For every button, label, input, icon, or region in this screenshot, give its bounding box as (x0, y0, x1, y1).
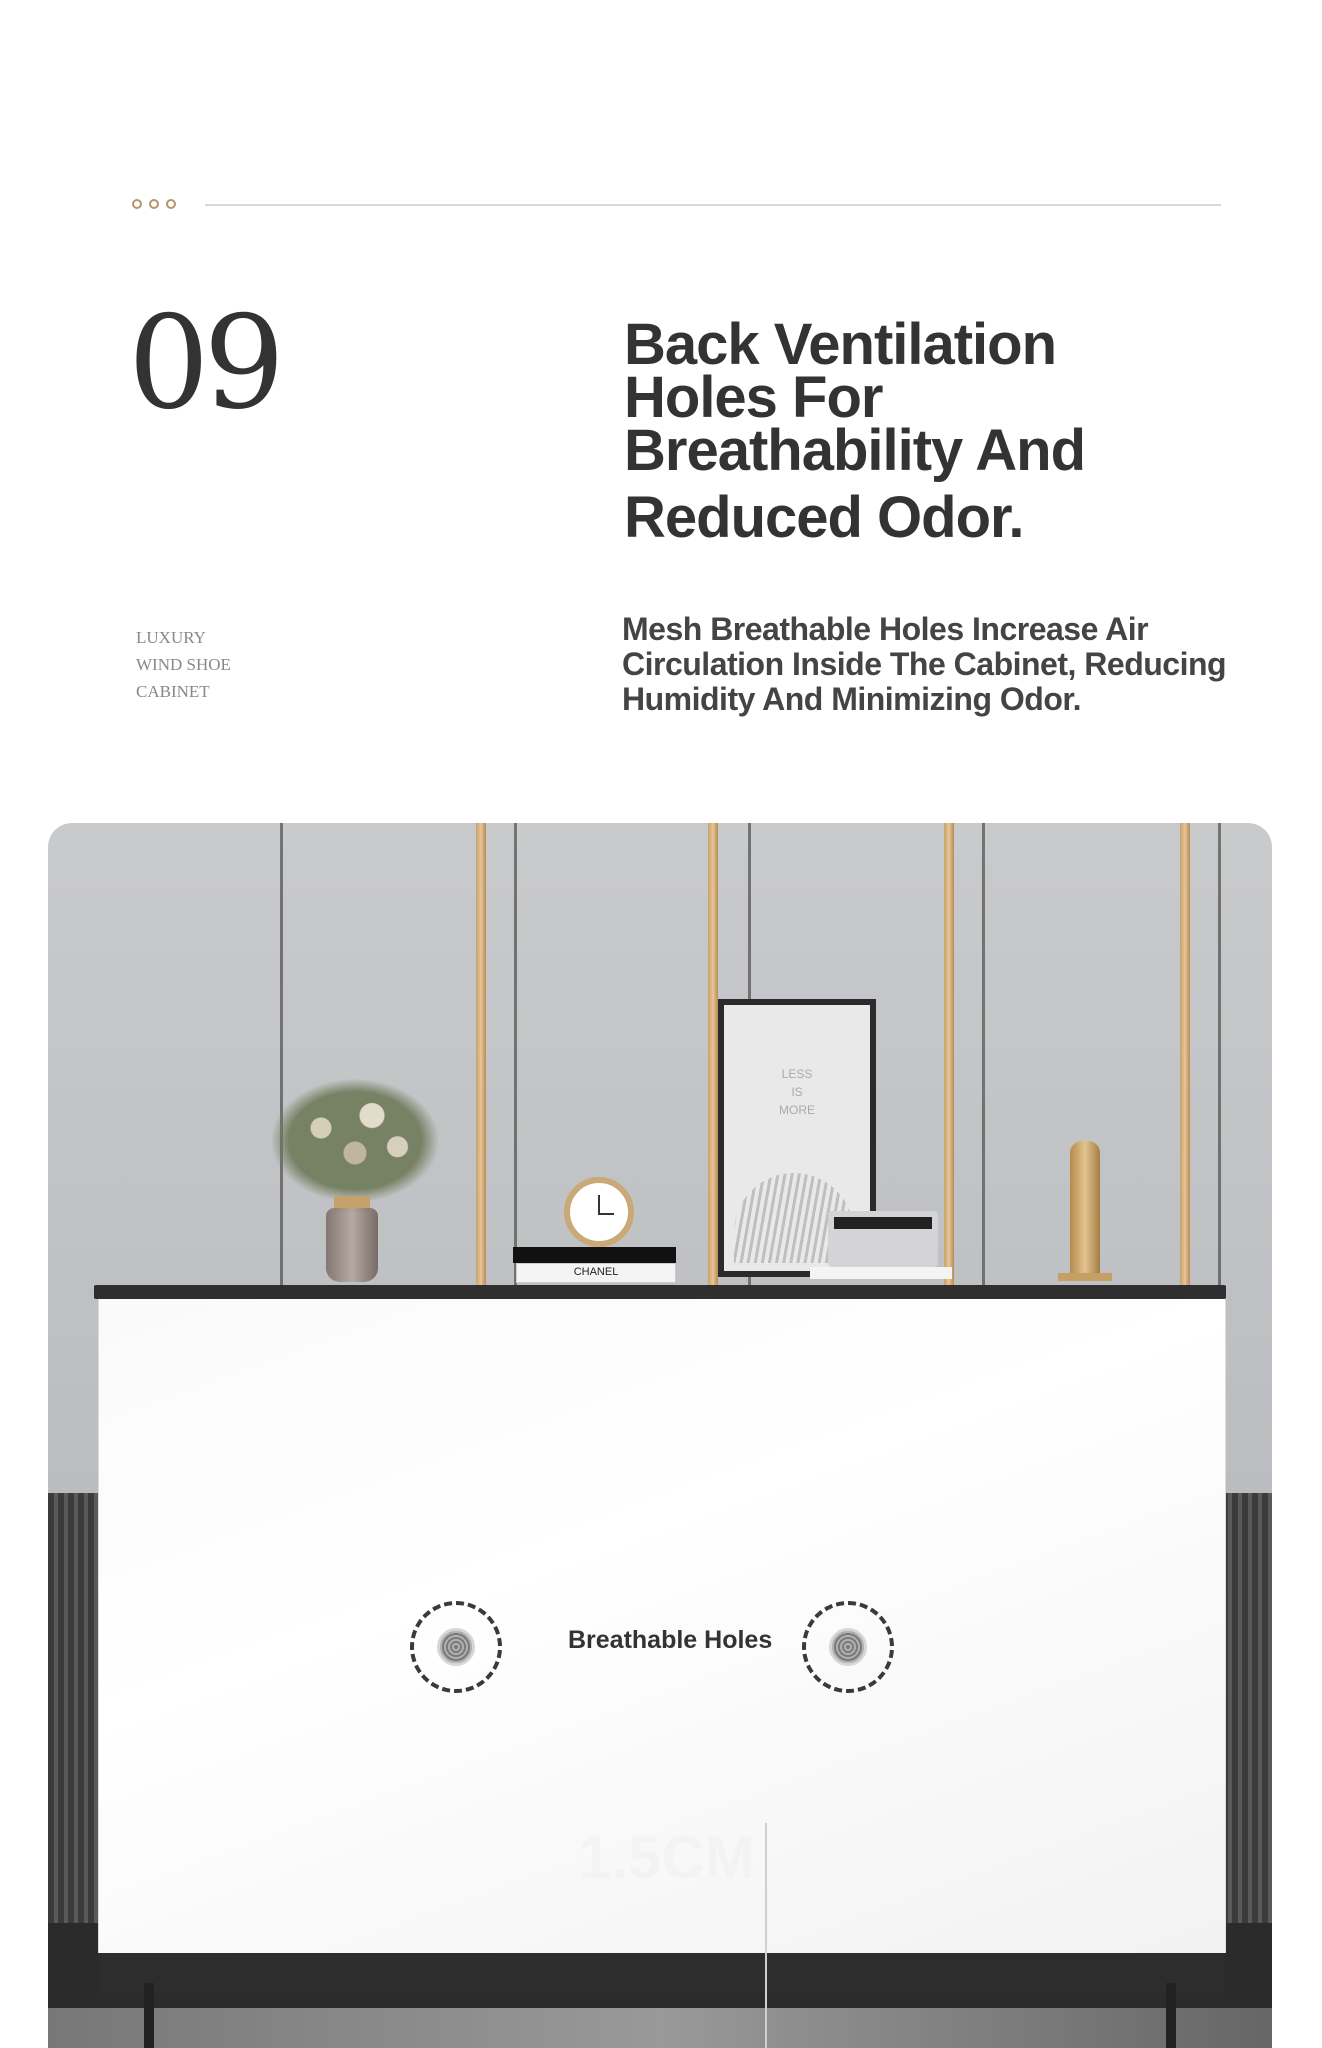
headline-line-2: Holes For (624, 365, 883, 430)
left-slat-panel (48, 1493, 98, 1973)
feature-headline (624, 312, 1244, 550)
feature-description (622, 612, 1282, 717)
section-number: 09 (128, 289, 279, 438)
side-tag-line-3: CABINET (136, 682, 210, 701)
frame-text-line-1: LESS (781, 1067, 813, 1081)
side-tag-line-2: WIND SHOE (136, 655, 231, 674)
description-line-3: Humidity And Minimizing Odor. (622, 681, 1081, 717)
frame-text-line-3: MORE (779, 1103, 815, 1117)
radio-display (834, 1217, 932, 1229)
dimension-watermark: 1.5CM (578, 1824, 755, 1891)
breathable-hole-right (802, 1601, 894, 1693)
cabinet-door-split (765, 1823, 767, 2048)
cabinet-leg (144, 1983, 154, 2048)
book-chanel: CHANEL (516, 1263, 676, 1283)
book-top (513, 1247, 676, 1263)
breathable-holes-label: Breathable Holes (568, 1626, 773, 1654)
cabinet-plinth (98, 1953, 1224, 1993)
frame-text-line-2: IS (791, 1085, 803, 1099)
frame-text (724, 1065, 870, 1119)
floor (48, 2008, 1272, 2048)
dot-2 (149, 199, 159, 209)
decorative-dots (132, 199, 176, 209)
header-divider (205, 204, 1221, 206)
breathable-hole-left (410, 1601, 502, 1693)
headline-line-3: Breathability And (624, 418, 1086, 483)
flower-bouquet (270, 1078, 440, 1203)
description-line-2: Circulation Inside The Cabinet, Reducing (622, 646, 1227, 682)
radio-stand (810, 1267, 952, 1279)
gold-statue (1070, 1141, 1100, 1279)
dot-1 (132, 199, 142, 209)
description-line-1: Mesh Breathable Holes Increase Air (622, 611, 1149, 647)
glass-vase (326, 1208, 378, 1282)
cabinet-top (94, 1285, 1226, 1299)
dot-3 (166, 199, 176, 209)
cabinet-leg (1166, 1983, 1176, 2048)
headline-line-1: Back Ventilation (624, 312, 1057, 377)
headline-line-4: Reduced Odor. (624, 485, 1024, 550)
product-photo (48, 823, 1272, 2048)
side-tag (136, 624, 276, 705)
side-tag-line-1: LUXURY (136, 628, 206, 647)
desk-clock (564, 1177, 634, 1247)
statue-base (1058, 1273, 1112, 1281)
radio-speaker (828, 1211, 938, 1267)
right-slat-panel (1222, 1493, 1272, 1973)
